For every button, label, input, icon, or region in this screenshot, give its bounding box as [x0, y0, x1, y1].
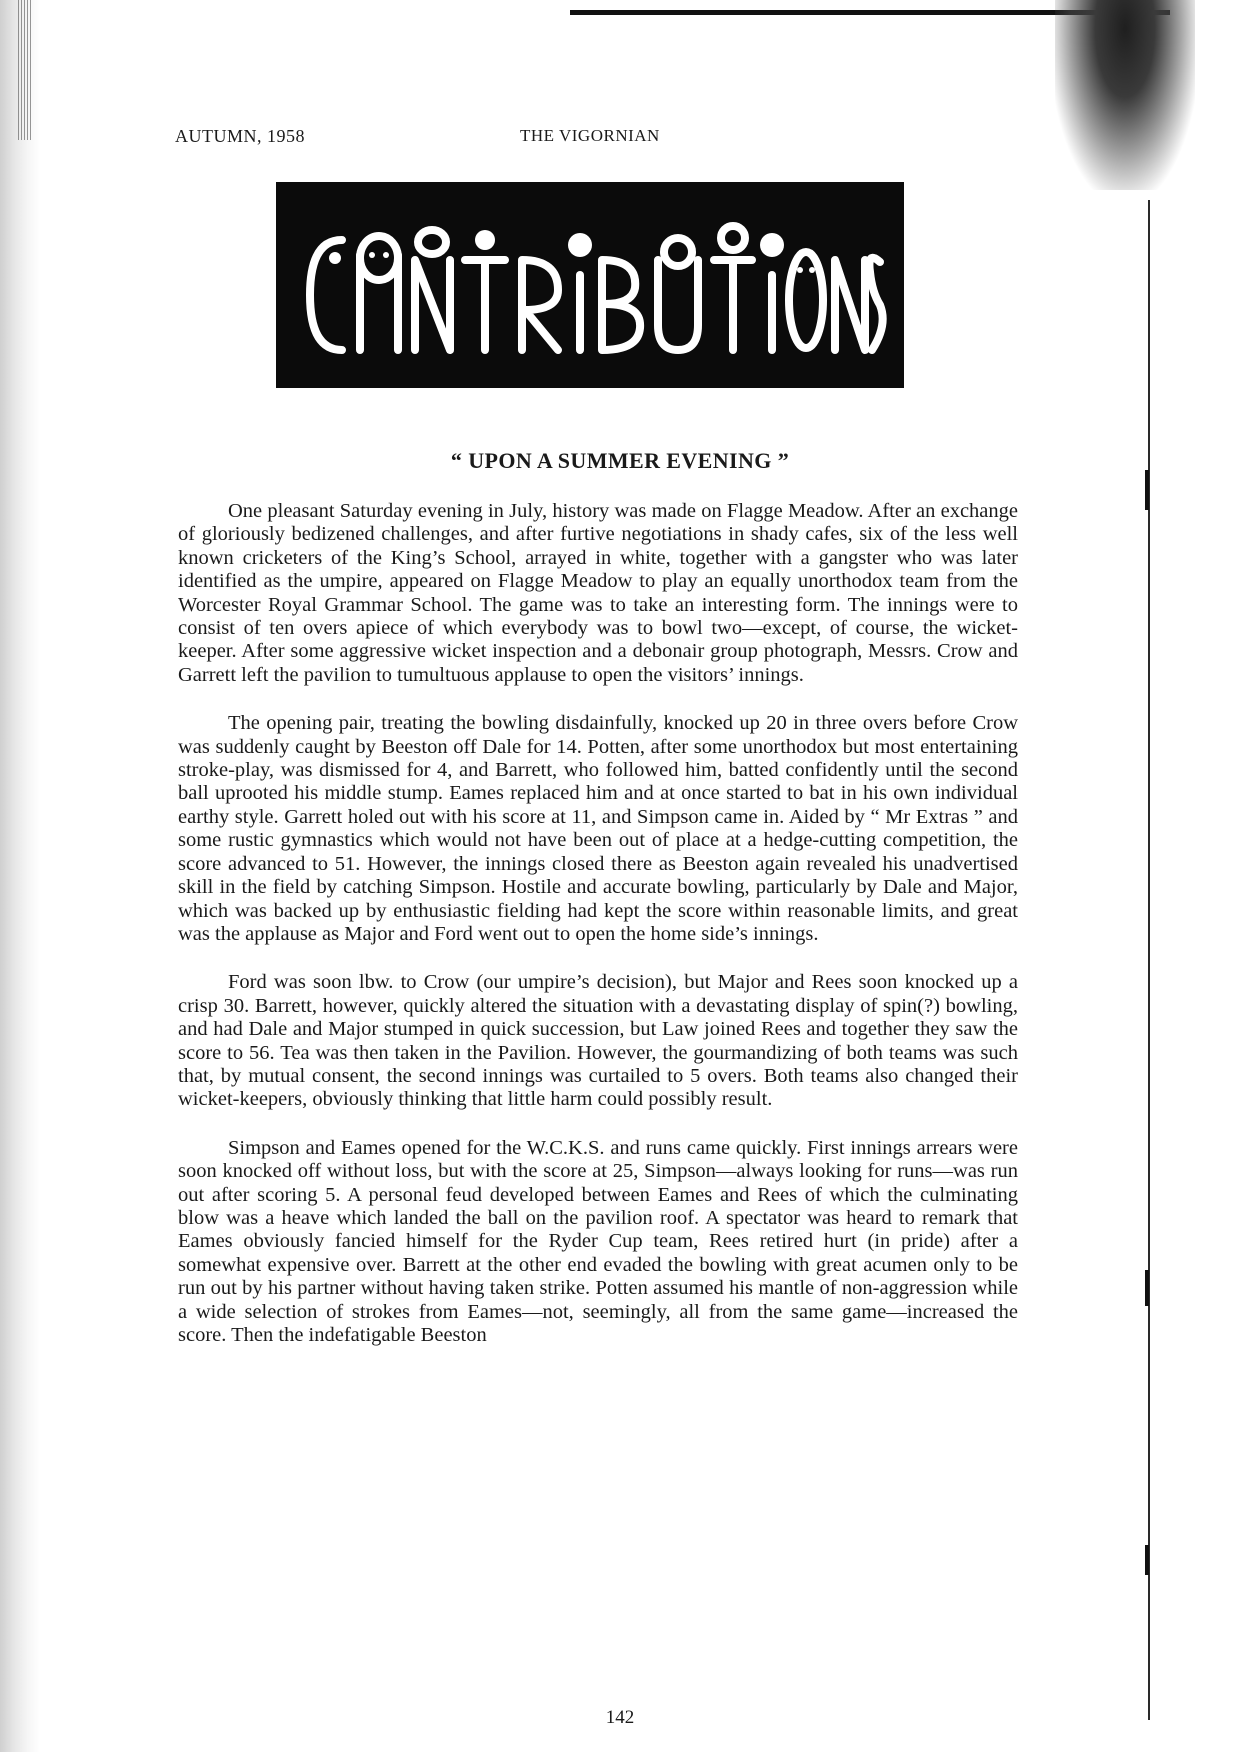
running-head-date: AUTUMN, 1958 [175, 126, 305, 146]
scan-right-edge-line [1148, 200, 1150, 1720]
contributions-banner [276, 182, 904, 388]
page-number: 142 [605, 1707, 635, 1728]
article-body [178, 500, 1018, 1372]
scan-left-edge-lines [18, 0, 32, 140]
article-paragraph: Ford was soon lbw. to Crow (our umpire’s decision), but Major and Rees soon knocked up a crisp 30. Barrett, however, quickly altered the situation with a devastating display of spin(?) bowling, and had Dale and Major stumped in quick succession, but Law joined Rees and together they saw the score to 56. Tea was then taken in the Pavilion. However, the gourmandizing of both teams was such that, by mutual consent, the second innings was curtailed to 5 overs. Both teams also changed their wicket-keepers, obviously thinking that little harm could possibly result. [178, 971, 1018, 1111]
scan-edge-mark [1145, 1270, 1149, 1306]
contributions-banner-lettering [290, 200, 890, 370]
scan-edge-mark [1145, 1545, 1149, 1575]
article-paragraph: One pleasant Saturday evening in July, history was made on Flagge Meadow. After an exchange of gloriously bedizened challenges, and after furtive negotiations in shady cafes, six of the less well known cricketers of the King’s School, arrayed in white, together with a gangster who was later identified as the umpire, appeared on Flagge Meadow to play an equally unorthodox team from the Worcester Royal Grammar School. The game was to take an interesting form. The innings were to consist of ten overs apiece of which everybody was to bowl two—except, of course, the wicket-keeper. After some aggressive wicket inspection and a debonair group photograph, Messrs. Crow and Garrett left the pavilion to tumultuous applause to open the visitors’ innings. [178, 500, 1018, 686]
scan-left-edge-shadow [0, 0, 40, 1752]
scan-edge-mark [1145, 470, 1149, 510]
scan-corner-smudge [1055, 0, 1195, 190]
article-paragraph: Simpson and Eames opened for the W.C.K.S. and runs came quickly. First innings arrears were soon knocked off without loss, but with the score at 25, Simpson—always looking for runs—was run out after scoring 5. A personal feud developed between Eames and Rees of which the culminating blow was a heave which landed the ball on the pavilion roof. A spectator was heard to remark that Eames obviously fancied himself for the Ryder Cup team, Rees retired hurt (in pride) after a somewhat expensive over. Barrett at the other end evaded the bowling with great acumen only to be run out by his partner without having taken strike. Potten assumed his mantle of non-aggression while a wide selection of strokes from Eames—not, seemingly, all from the same game—increased the score. Then the indefatigable Beeston [178, 1136, 1018, 1346]
running-head-journal-title: THE VIGORNIAN [520, 126, 660, 145]
article-paragraph: The opening pair, treating the bowling disdainfully, knocked up 20 in three overs before Crow was suddenly caught by Beeston off Dale for 14. Potten, after some unorthodox but most entertaining stroke-play, was dismissed for 4, and Barrett, who followed him, batted confidently until the second ball uprooted his middle stump. Eames replaced him and at once started to bat in his own individual earthy style. Garrett holed out with his score at 11, and Simpson came in. Aided by “ Mr Extras ” and some rustic gymnastics which would not have been out of place at a hedge-cutting competition, the score advanced to 51. However, the innings closed there as Beeston again revealed his unadvertised skill in the field by catching Simpson. Hostile and accurate bowling, particularly by Dale and Major, which was backed up by enthusiastic fielding had kept the score within reasonable limits, and great was the applause as Major and Ford went out to open the home side’s innings. [178, 712, 1018, 945]
article-title: “ UPON A SUMMER EVENING ” [450, 448, 790, 473]
